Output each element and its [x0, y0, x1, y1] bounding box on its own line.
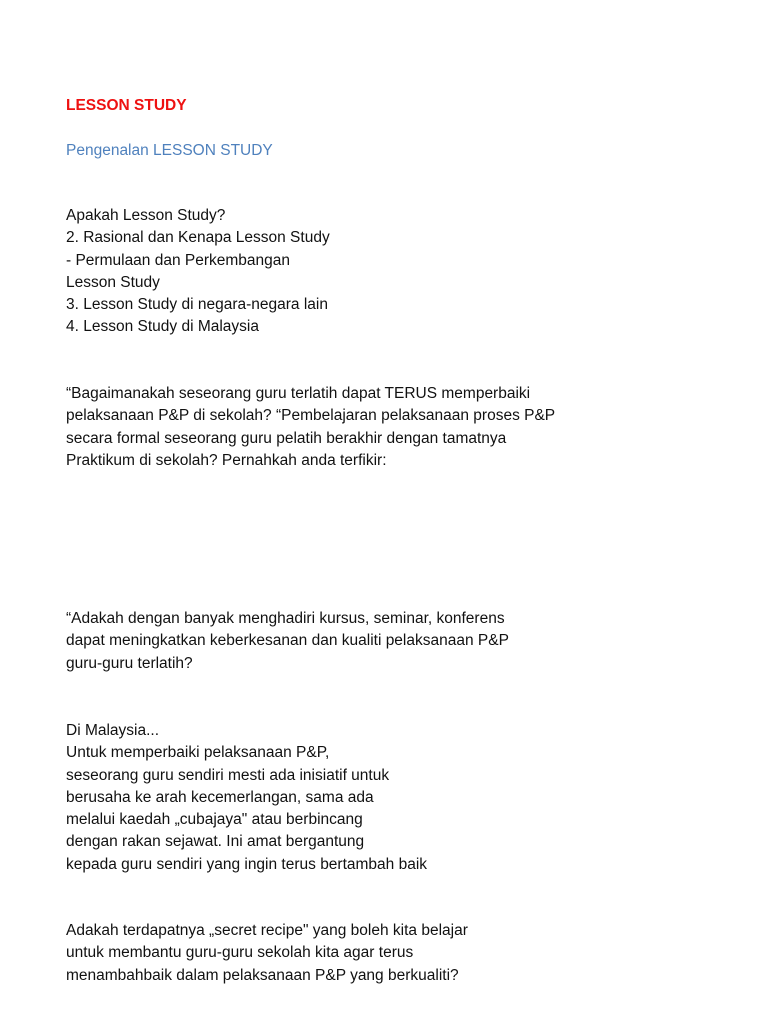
paragraph-line: guru-guru terlatih? [66, 654, 193, 672]
paragraph-line: Untuk memperbaiki pelaksanaan P&P, [66, 744, 330, 762]
paragraph-line: Praktikum di sekolah? Pernahkah anda terfikir: [66, 451, 387, 469]
outline-item: 3. Lesson Study di negara-negara lain [66, 296, 328, 314]
outline-list [66, 205, 716, 339]
paragraph-question-1 [66, 383, 716, 472]
paragraph-line: berusaha ke arah kecemerlangan, sama ada [66, 788, 374, 806]
paragraph-question-3 [66, 920, 716, 987]
document-subtitle [66, 140, 716, 162]
paragraph-line: seseorang guru sendiri mesti ada inisiatif untuk [66, 766, 390, 784]
outline-item: 2. Rasional dan Kenapa Lesson Study [66, 229, 330, 247]
paragraph-line: “Adakah dengan banyak menghadiri kursus, seminar, konferens [66, 610, 505, 627]
paragraph-line: Di Malaysia... [66, 722, 160, 739]
outline-item: - Permulaan dan Perkembangan [66, 251, 291, 269]
paragraph-line: dapat meningkatkan keberkesanan dan kualiti pelaksanaan P&P [66, 632, 509, 650]
paragraph-line: dengan rakan sejawat. Ini amat bergantung [66, 833, 365, 851]
paragraph-line: kepada guru sendiri yang ingin terus bertambah baik [66, 855, 428, 873]
paragraph-line: melalui kaedah „cubajaya" atau berbincang [66, 811, 363, 829]
paragraph-line: menambahbaik dalam pelaksanaan P&P yang berkualiti? [66, 966, 459, 984]
paragraph-line: Adakah terdapatnya „secret recipe" yang boleh kita belajar [66, 922, 468, 939]
paragraph-question-2 [66, 608, 716, 675]
title-text: LESSON STUDY [66, 97, 187, 114]
paragraph-line: “Bagaimanakah seseorang guru terlatih dapat TERUS memperbaiki [66, 385, 531, 402]
paragraph-line: secara formal seseorang guru pelatih berakhir dengan tamatnya [66, 429, 507, 447]
paragraph-malaysia [66, 720, 716, 876]
document-title [66, 95, 716, 117]
subtitle-text: Pengenalan LESSON STUDY [66, 142, 273, 159]
outline-item: Lesson Study [66, 273, 160, 291]
paragraph-line: untuk membantu guru-guru sekolah kita agar terus [66, 944, 414, 962]
outline-item: 4. Lesson Study di Malaysia [66, 318, 259, 336]
outline-item: Apakah Lesson Study? [66, 207, 226, 224]
paragraph-line: pelaksanaan P&P di sekolah? “Pembelajaran pelaksanaan proses P&P [66, 407, 556, 425]
